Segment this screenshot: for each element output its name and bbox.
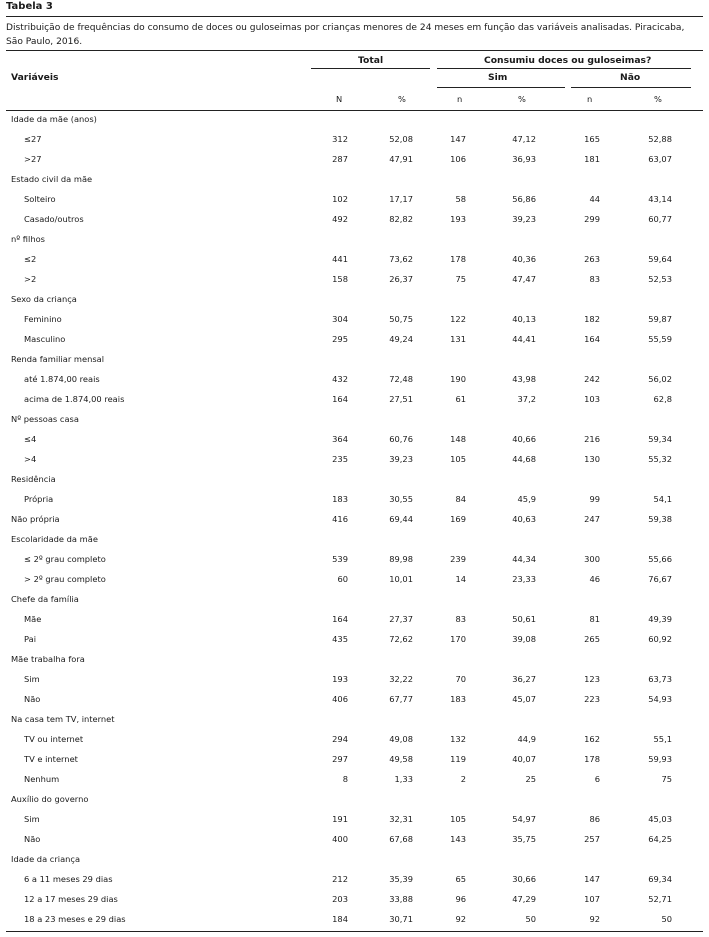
row-label: Sim: [24, 674, 40, 684]
cell-value: 49,08: [389, 734, 413, 744]
cell-value: 89,98: [389, 554, 413, 564]
cell-value: 92: [589, 914, 600, 924]
row-label: >27: [24, 154, 42, 164]
cell-value: 60,77: [648, 214, 672, 224]
table-row: [0, 610, 709, 630]
subheader-pct-yes: %: [518, 94, 526, 104]
cell-value: 50,61: [512, 614, 536, 624]
cell-value: 56,02: [648, 374, 672, 384]
cell-value: 44,34: [512, 554, 536, 564]
cell-value: 33,88: [389, 894, 413, 904]
group-header-row: [0, 850, 709, 870]
cell-value: 96: [455, 894, 466, 904]
cell-value: 55,59: [648, 334, 672, 344]
row-label: Casado/outros: [24, 214, 84, 224]
cell-value: 59,38: [648, 514, 672, 524]
table-row: [0, 890, 709, 910]
table-row: [0, 550, 709, 570]
row-label: ≤2: [24, 254, 37, 264]
cell-value: 17,17: [389, 194, 413, 204]
cell-value: 164: [332, 614, 348, 624]
cell-value: 52,08: [389, 134, 413, 144]
cell-value: 223: [584, 694, 600, 704]
cell-value: 416: [332, 514, 348, 524]
cell-value: 242: [584, 374, 600, 384]
cell-value: 164: [584, 334, 600, 344]
cell-value: 83: [455, 614, 466, 624]
table-row: [0, 450, 709, 470]
cell-value: 103: [584, 394, 600, 404]
subheader-pct-total: %: [398, 94, 406, 104]
cell-value: 44: [589, 194, 600, 204]
cell-value: 47,91: [389, 154, 413, 164]
cell-value: 441: [332, 254, 348, 264]
row-label: 6 a 11 meses 29 dias: [24, 874, 113, 884]
cell-value: 32,31: [389, 814, 413, 824]
cell-value: 36,93: [512, 154, 536, 164]
cell-value: 99: [589, 494, 600, 504]
cell-value: 43,98: [512, 374, 536, 384]
cell-value: 81: [589, 614, 600, 624]
group-header-row: [0, 410, 709, 430]
table-row: [0, 150, 709, 170]
row-label: Na casa tem TV, internet: [11, 714, 115, 724]
cell-value: 406: [332, 694, 348, 704]
table-row: [0, 510, 709, 530]
cell-value: 52,88: [648, 134, 672, 144]
cell-value: 122: [450, 314, 466, 324]
cell-value: 23,33: [512, 574, 536, 584]
table-row: [0, 270, 709, 290]
cell-value: 36,27: [512, 674, 536, 684]
cell-value: 52,53: [648, 274, 672, 284]
cell-value: 86: [589, 814, 600, 824]
cell-value: 52,71: [648, 894, 672, 904]
row-label: >2: [24, 274, 37, 284]
cell-value: 432: [332, 374, 348, 384]
subheader-n-total: N: [336, 94, 343, 104]
cell-value: 54,1: [653, 494, 672, 504]
cell-value: 294: [332, 734, 348, 744]
cell-value: 148: [450, 434, 466, 444]
cell-value: 69,34: [648, 874, 672, 884]
table-row: [0, 310, 709, 330]
cell-value: 49,58: [389, 754, 413, 764]
cell-value: 72,62: [389, 634, 413, 644]
cell-value: 30,66: [512, 874, 536, 884]
row-label: 12 a 17 meses 29 dias: [24, 894, 118, 904]
cell-value: 105: [450, 814, 466, 824]
no-header: Não: [620, 72, 641, 83]
cell-value: 131: [450, 334, 466, 344]
cell-value: 39,23: [512, 214, 536, 224]
table-row: [0, 330, 709, 350]
table-row: [0, 770, 709, 790]
cell-value: 37,2: [517, 394, 536, 404]
table-row: [0, 750, 709, 770]
yes-header: Sim: [488, 72, 508, 83]
cell-value: 27,51: [389, 394, 413, 404]
cell-value: 72,48: [389, 374, 413, 384]
cell-value: 59,64: [648, 254, 672, 264]
cell-value: 181: [584, 154, 600, 164]
cell-value: 59,34: [648, 434, 672, 444]
cell-value: 65: [455, 874, 466, 884]
row-label: Não própria: [11, 514, 60, 524]
cell-value: 67,68: [389, 834, 413, 844]
cell-value: 6: [594, 774, 600, 784]
cell-value: 193: [332, 674, 348, 684]
cell-value: 49,24: [389, 334, 413, 344]
cell-value: 32,22: [389, 674, 413, 684]
cell-value: 54,97: [512, 814, 536, 824]
consumed-group-rule: [437, 68, 691, 69]
cell-value: 82,82: [389, 214, 413, 224]
row-label: Nenhum: [24, 774, 60, 784]
subheader-n-no: n: [587, 94, 593, 104]
cell-value: 40,13: [512, 314, 536, 324]
cell-value: 58: [455, 194, 466, 204]
cell-value: 304: [332, 314, 348, 324]
cell-value: 59,87: [648, 314, 672, 324]
cell-value: 257: [584, 834, 600, 844]
group-header-row: [0, 590, 709, 610]
table-row: [0, 810, 709, 830]
cell-value: 62,8: [653, 394, 672, 404]
cell-value: 147: [450, 134, 466, 144]
table-row: [0, 870, 709, 890]
cell-value: 64,25: [648, 834, 672, 844]
cell-value: 107: [584, 894, 600, 904]
cell-value: 47,47: [512, 274, 536, 284]
cell-value: 61: [455, 394, 466, 404]
cell-value: 162: [584, 734, 600, 744]
cell-value: 50: [525, 914, 536, 924]
cell-value: 47,12: [512, 134, 536, 144]
group-header-row: [0, 790, 709, 810]
row-label: ≤27: [24, 134, 42, 144]
row-label: TV e internet: [24, 754, 78, 764]
cell-value: 102: [332, 194, 348, 204]
cell-value: 235: [332, 454, 348, 464]
row-label: ≤ 2º grau completo: [24, 554, 106, 564]
cell-value: 312: [332, 134, 348, 144]
group-header-row: [0, 530, 709, 550]
row-label: Masculino: [24, 334, 66, 344]
group-header-row: [0, 230, 709, 250]
cell-value: 75: [455, 274, 466, 284]
row-label: nº filhos: [11, 234, 45, 244]
cell-value: 400: [332, 834, 348, 844]
cell-value: 105: [450, 454, 466, 464]
cell-value: 165: [584, 134, 600, 144]
table-row: [0, 490, 709, 510]
table-row: [0, 130, 709, 150]
row-label: Própria: [24, 494, 54, 504]
cell-value: 158: [332, 274, 348, 284]
cell-value: 46: [589, 574, 600, 584]
cell-value: 92: [455, 914, 466, 924]
cell-value: 287: [332, 154, 348, 164]
row-label: > 2º grau completo: [24, 574, 106, 584]
cell-value: 492: [332, 214, 348, 224]
cell-value: 14: [455, 574, 466, 584]
cell-value: 54,93: [648, 694, 672, 704]
table-row: [0, 250, 709, 270]
cell-value: 247: [584, 514, 600, 524]
table-row: [0, 210, 709, 230]
cell-value: 49,39: [648, 614, 672, 624]
row-label: Escolaridade da mãe: [11, 534, 98, 544]
cell-value: 178: [450, 254, 466, 264]
row-label: Renda familiar mensal: [11, 354, 105, 364]
row-label: Solteiro: [24, 194, 56, 204]
row-label: Idade da mãe (anos): [11, 114, 97, 124]
cell-value: 299: [584, 214, 600, 224]
table-row: [0, 690, 709, 710]
table-row: [0, 570, 709, 590]
yes-group-rule: [437, 87, 565, 88]
row-label: Chefe da família: [11, 594, 79, 604]
bottom-rule: [6, 931, 703, 932]
cell-value: 8: [342, 774, 348, 784]
cell-value: 203: [332, 894, 348, 904]
row-label: 18 a 23 meses e 29 dias: [24, 914, 126, 924]
cell-value: 295: [332, 334, 348, 344]
cell-value: 183: [450, 694, 466, 704]
table-row: [0, 390, 709, 410]
cell-value: 1,33: [394, 774, 413, 784]
row-label: até 1.874,00 reais: [24, 374, 100, 384]
cell-value: 50,75: [389, 314, 413, 324]
variables-header: Variáveis: [11, 72, 59, 83]
cell-value: 40,07: [512, 754, 536, 764]
cell-value: 300: [584, 554, 600, 564]
cell-value: 39,08: [512, 634, 536, 644]
cell-value: 30,71: [389, 914, 413, 924]
group-header-row: [0, 290, 709, 310]
row-label: Estado civil da mãe: [11, 174, 93, 184]
cell-value: 67,77: [389, 694, 413, 704]
cell-value: 435: [332, 634, 348, 644]
total-header: Total: [358, 55, 384, 66]
cell-value: 63,07: [648, 154, 672, 164]
cell-value: 35,39: [389, 874, 413, 884]
cell-value: 40,36: [512, 254, 536, 264]
row-label: Pai: [24, 634, 37, 644]
cell-value: 56,86: [512, 194, 536, 204]
cell-value: 83: [589, 274, 600, 284]
cell-value: 40,66: [512, 434, 536, 444]
row-label: acima de 1.874,00 reais: [24, 394, 125, 404]
total-group-rule: [311, 68, 430, 69]
cell-value: 132: [450, 734, 466, 744]
no-group-rule: [571, 87, 691, 88]
cell-value: 263: [584, 254, 600, 264]
cell-value: 76,67: [648, 574, 672, 584]
row-label: Residência: [11, 474, 56, 484]
row-label: Não: [24, 694, 41, 704]
header-rule-top: [6, 50, 703, 51]
group-header-row: [0, 710, 709, 730]
cell-value: 265: [584, 634, 600, 644]
table-row: [0, 370, 709, 390]
cell-value: 59,93: [648, 754, 672, 764]
table-row: [0, 190, 709, 210]
table-row: [0, 430, 709, 450]
cell-value: 106: [450, 154, 466, 164]
cell-value: 63,73: [648, 674, 672, 684]
cell-value: 26,37: [389, 274, 413, 284]
cell-value: 44,68: [512, 454, 536, 464]
cell-value: 191: [332, 814, 348, 824]
cell-value: 539: [332, 554, 348, 564]
cell-value: 212: [332, 874, 348, 884]
row-label: ≤4: [24, 434, 37, 444]
row-label: >4: [24, 454, 37, 464]
cell-value: 25: [525, 774, 536, 784]
cell-value: 69,44: [389, 514, 413, 524]
row-label: Feminino: [24, 314, 62, 324]
group-header-row: [0, 110, 709, 130]
cell-value: 60: [337, 574, 348, 584]
table-caption: Distribuição de frequências do consumo de doces ou guloseimas por crianças menores de 24 meses em função das variáveis analisadas. Piracicaba, São Paulo, 2016.: [6, 23, 685, 47]
cell-value: 27,37: [389, 614, 413, 624]
cell-value: 239: [450, 554, 466, 564]
cell-value: 183: [332, 494, 348, 504]
row-label: Sexo da criança: [11, 294, 77, 304]
cell-value: 10,01: [389, 574, 413, 584]
table-row: [0, 630, 709, 650]
subheader-pct-no: %: [654, 94, 662, 104]
cell-value: 60,76: [389, 434, 413, 444]
cell-value: 164: [332, 394, 348, 404]
cell-value: 2: [460, 774, 466, 784]
cell-value: 182: [584, 314, 600, 324]
group-header-row: [0, 470, 709, 490]
cell-value: 70: [455, 674, 466, 684]
cell-value: 40,63: [512, 514, 536, 524]
cell-value: 119: [450, 754, 466, 764]
cell-value: 45,9: [517, 494, 536, 504]
cell-value: 143: [450, 834, 466, 844]
cell-value: 364: [332, 434, 348, 444]
cell-value: 39,23: [389, 454, 413, 464]
cell-value: 190: [450, 374, 466, 384]
table-row: [0, 730, 709, 750]
cell-value: 45,07: [512, 694, 536, 704]
row-label: Auxílio do governo: [11, 794, 89, 804]
group-header-row: [0, 650, 709, 670]
table-row: [0, 910, 709, 930]
consumed-sweets-header: Consumiu doces ou guloseimas?: [484, 55, 652, 66]
cell-value: 44,9: [517, 734, 536, 744]
cell-value: 50: [661, 914, 672, 924]
cell-value: 147: [584, 874, 600, 884]
cell-value: 44,41: [512, 334, 536, 344]
cell-value: 60,92: [648, 634, 672, 644]
cell-value: 55,1: [653, 734, 672, 744]
subheader-n-yes: n: [457, 94, 463, 104]
row-label: Nº pessoas casa: [11, 414, 79, 424]
cell-value: 184: [332, 914, 348, 924]
cell-value: 130: [584, 454, 600, 464]
cell-value: 178: [584, 754, 600, 764]
row-label: TV ou internet: [24, 734, 84, 744]
cell-value: 123: [584, 674, 600, 684]
cell-value: 55,66: [648, 554, 672, 564]
cell-value: 297: [332, 754, 348, 764]
cell-value: 55,32: [648, 454, 672, 464]
row-label: Sim: [24, 814, 40, 824]
top-rule: [6, 16, 703, 17]
cell-value: 84: [455, 494, 466, 504]
row-label: Não: [24, 834, 41, 844]
cell-value: 75: [661, 774, 672, 784]
table-row: [0, 670, 709, 690]
group-header-row: [0, 170, 709, 190]
row-label: Mãe: [24, 614, 42, 624]
cell-value: 30,55: [389, 494, 413, 504]
cell-value: 216: [584, 434, 600, 444]
row-label: Idade da criança: [11, 854, 81, 864]
cell-value: 73,62: [389, 254, 413, 264]
cell-value: 35,75: [512, 834, 536, 844]
cell-value: 43,14: [648, 194, 672, 204]
cell-value: 193: [450, 214, 466, 224]
table-row: [0, 830, 709, 850]
cell-value: 45,03: [648, 814, 672, 824]
row-label: Mãe trabalha fora: [11, 654, 85, 664]
cell-value: 169: [450, 514, 466, 524]
cell-value: 47,29: [512, 894, 536, 904]
cell-value: 170: [450, 634, 466, 644]
table-label: Tabela 3: [6, 1, 53, 12]
group-header-row: [0, 350, 709, 370]
